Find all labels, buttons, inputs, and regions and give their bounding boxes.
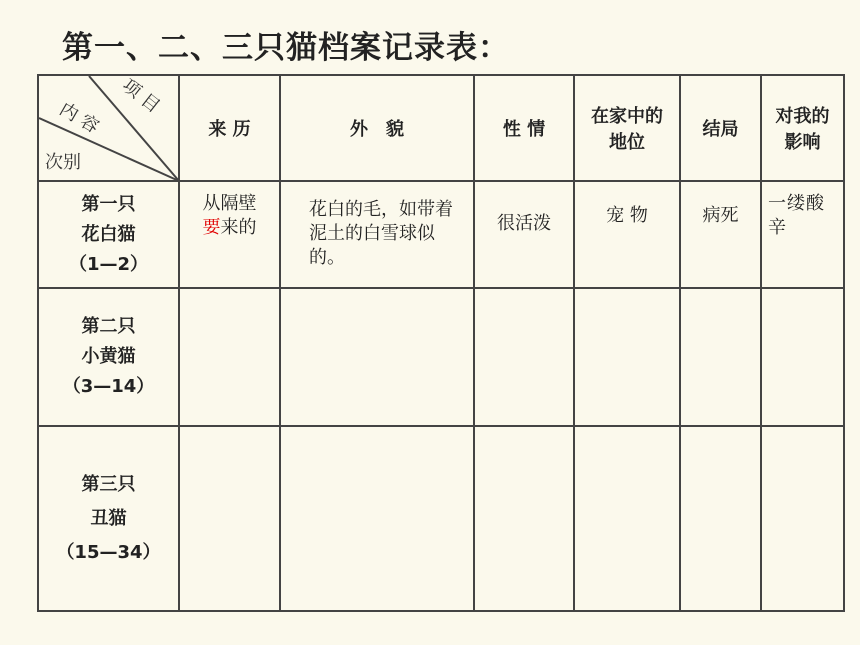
cell-temper xyxy=(474,288,574,426)
corner-label-item: 项 目 xyxy=(118,75,164,118)
row-head-cat-3: 第三只 丑猫 （15—34） xyxy=(38,426,179,611)
cell-appearance xyxy=(280,288,474,426)
header-row xyxy=(38,75,844,181)
header-origin: 来 历 xyxy=(179,75,280,181)
cell-impact: 一缕酸辛 xyxy=(761,181,844,288)
cell-origin: 从隔壁 要来的 xyxy=(179,181,280,288)
row-head-cat-1: 第一只 花白猫 （1—2） xyxy=(38,181,179,288)
highlight-char: 要 xyxy=(202,217,221,238)
table-row xyxy=(38,288,844,426)
cell-ending xyxy=(680,426,761,611)
table-row xyxy=(38,426,844,611)
row-head-cat-2: 第二只 小黄猫 （3—14） xyxy=(38,288,179,426)
cell-ending xyxy=(680,288,761,426)
cell-appearance xyxy=(280,426,474,611)
corner-label-order: 次别 xyxy=(45,152,81,173)
header-status: 在家中的 地位 xyxy=(574,75,680,181)
cell-impact xyxy=(761,426,844,611)
cell-origin xyxy=(179,288,280,426)
cell-impact xyxy=(761,288,844,426)
cell-appearance: 花白的毛，如带着泥土的白雪球似的。 xyxy=(280,181,474,288)
cell-temper: 很活泼 xyxy=(474,181,574,288)
header-appearance: 外 貌 xyxy=(280,75,474,181)
cell-temper xyxy=(474,426,574,611)
corner-cell xyxy=(38,75,179,181)
cell-ending: 病死 xyxy=(680,181,761,288)
table-row xyxy=(38,181,844,288)
cat-record-table xyxy=(37,74,845,612)
corner-label-content: 内 容 xyxy=(55,98,103,138)
header-ending: 结局 xyxy=(680,75,761,181)
page-title: 第一、二、三只猫档案记录表： xyxy=(62,30,510,66)
header-temper: 性 情 xyxy=(474,75,574,181)
cell-status xyxy=(574,288,680,426)
header-impact: 对我的 影响 xyxy=(761,75,844,181)
cell-origin xyxy=(179,426,280,611)
cell-status xyxy=(574,426,680,611)
cell-status: 宠 物 xyxy=(574,181,680,288)
